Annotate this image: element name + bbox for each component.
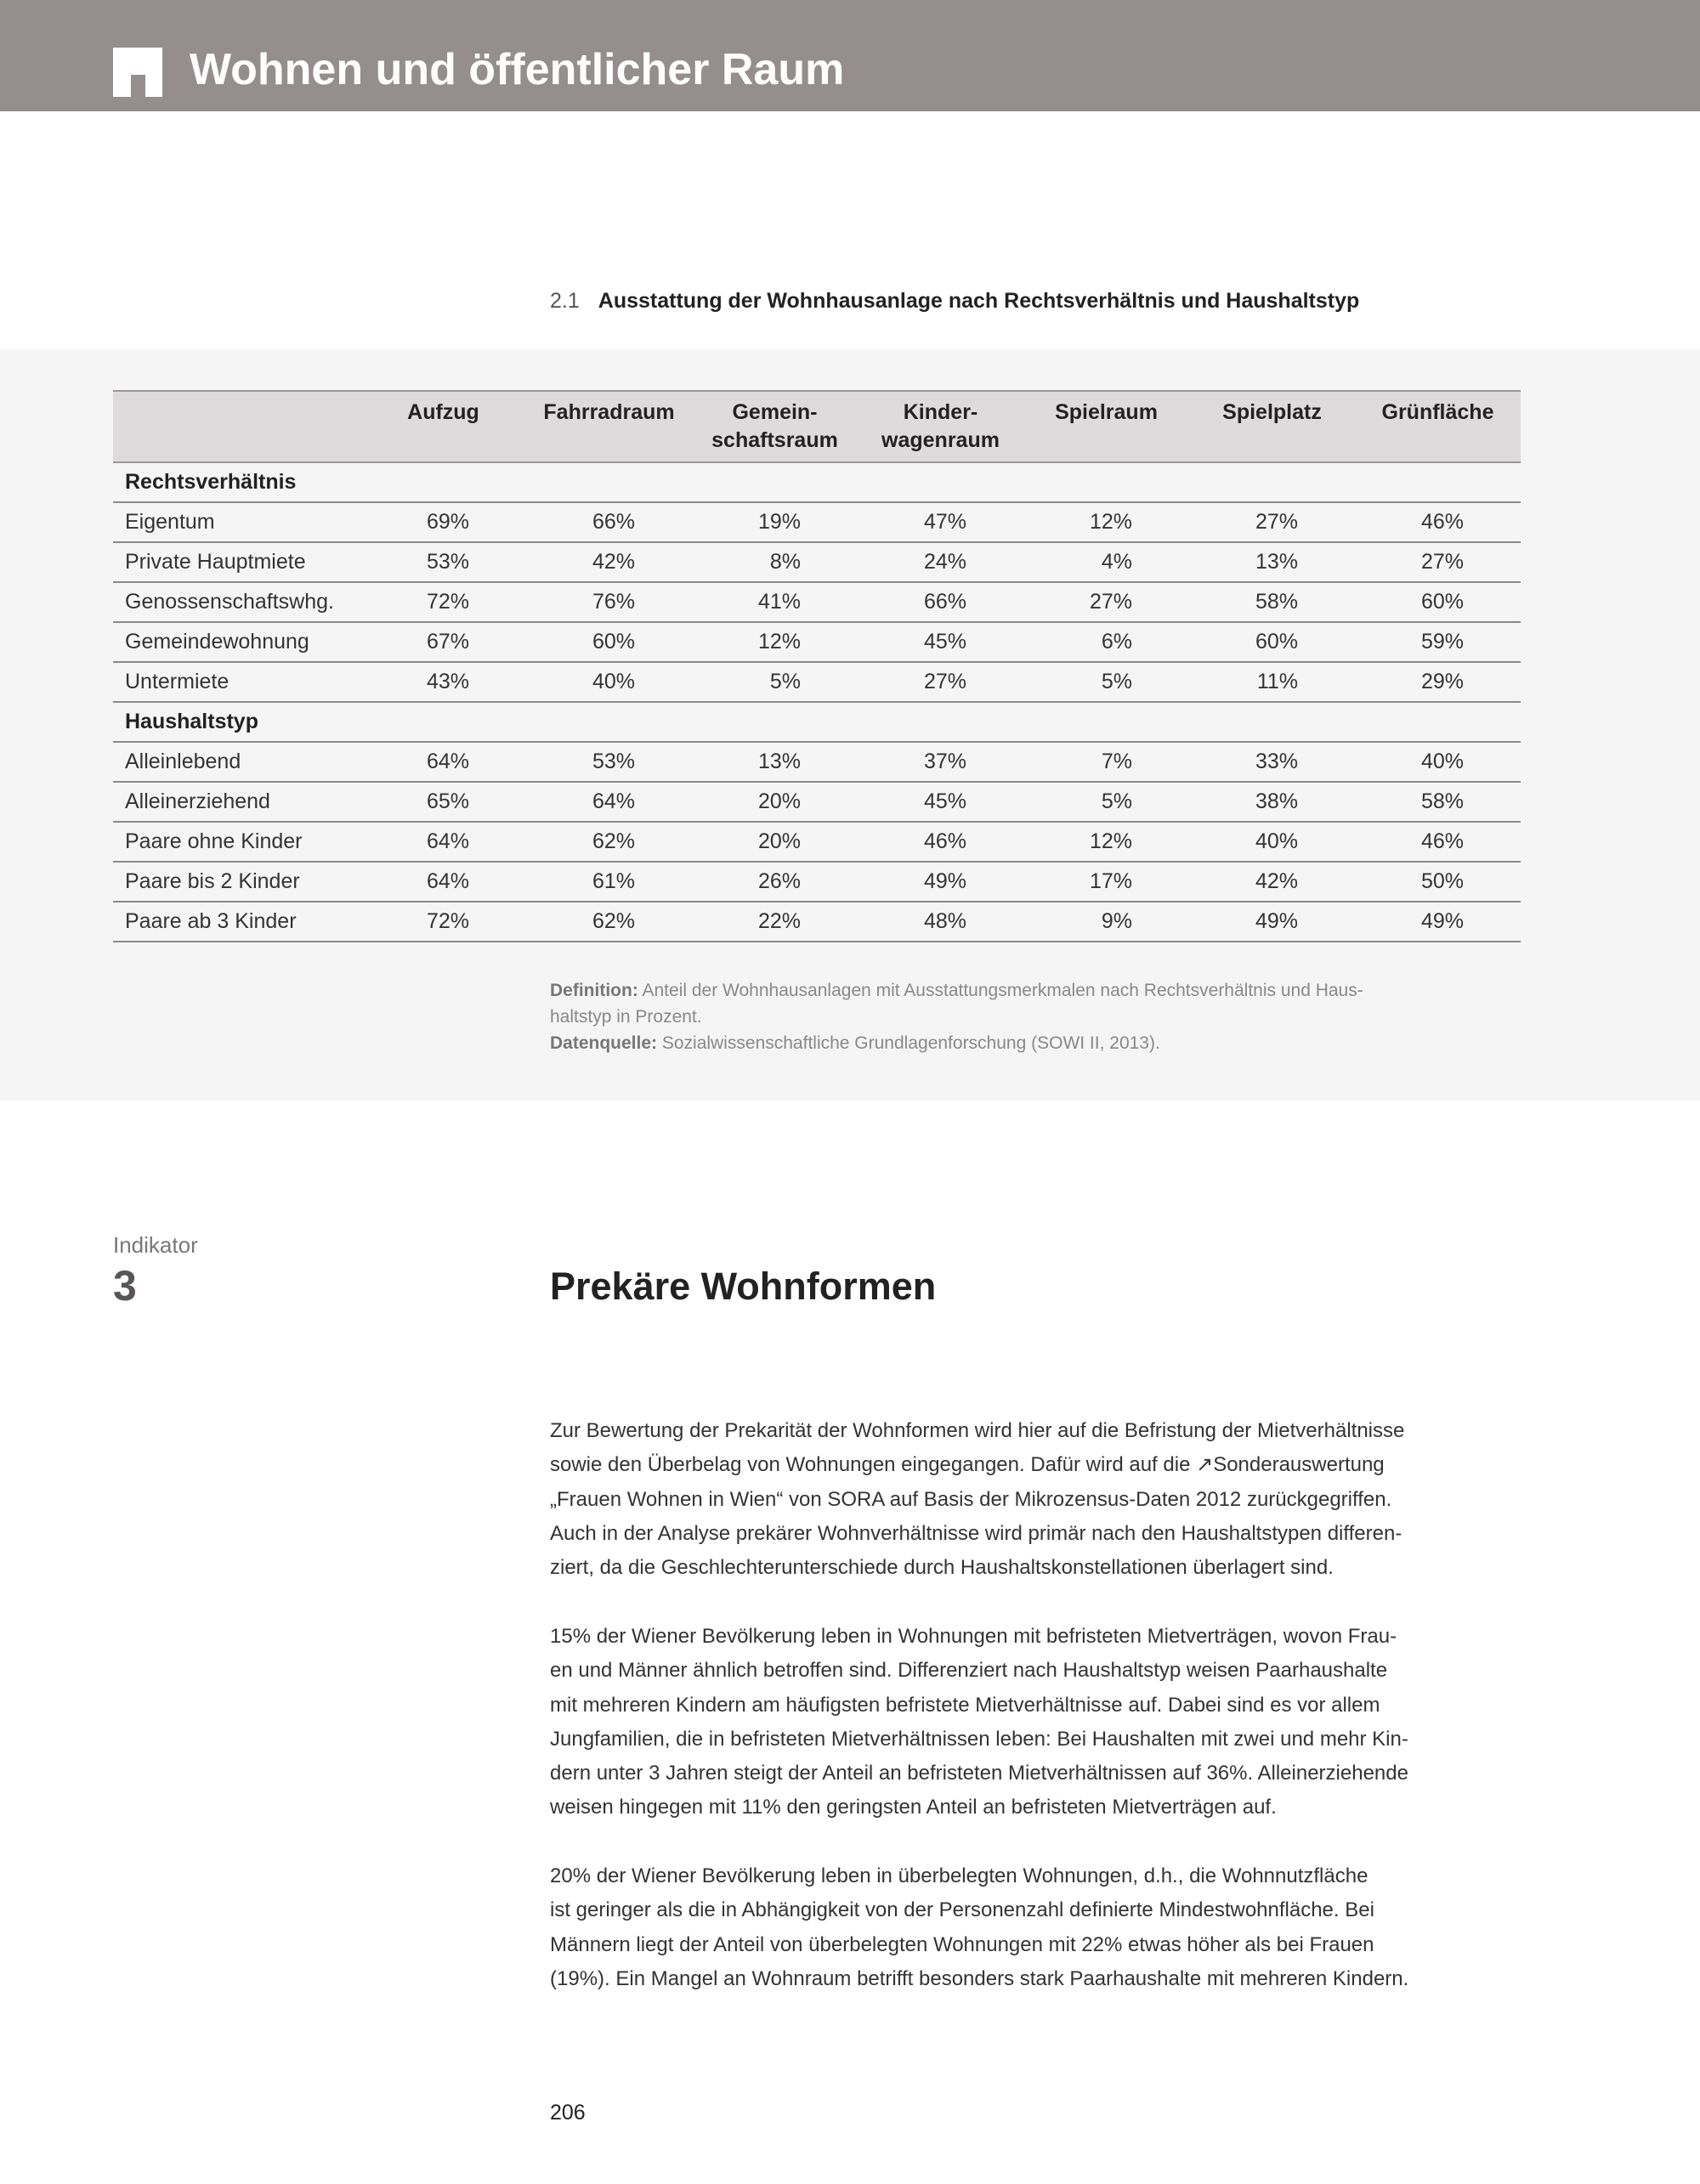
row-label: Eigentum xyxy=(113,502,360,542)
row-label: Paare ab 3 Kinder xyxy=(113,902,360,942)
table-cell: 7% xyxy=(1023,742,1189,782)
table-cell: 40% xyxy=(526,662,692,702)
chapter-logo-icon xyxy=(113,48,162,97)
paragraph-1 xyxy=(550,1414,1404,1585)
table-cell: 46% xyxy=(858,822,1023,862)
source-label: Datenquelle: xyxy=(550,1033,658,1053)
table-footnote xyxy=(550,977,1363,1056)
table-row xyxy=(113,542,1521,582)
row-label: Alleinlebend xyxy=(113,742,360,782)
table-cell: 53% xyxy=(360,542,526,582)
table-cell: 46% xyxy=(1355,822,1521,862)
column-header: Kinder- wagenraum xyxy=(858,391,1023,462)
data-table xyxy=(113,390,1521,942)
section-heading: Prekäre Wohnformen xyxy=(550,1265,937,1308)
table-cell: 61% xyxy=(526,862,692,902)
table-cell: 41% xyxy=(692,582,858,622)
table-cell: 66% xyxy=(526,502,692,542)
column-header: Fahrradraum xyxy=(526,391,692,462)
text-line: en und Männer ähnlich betroffen sind. Differenziert nach Haushaltstyp weisen Paarhaushalte xyxy=(550,1659,1388,1683)
table-cell: 64% xyxy=(360,862,526,902)
text-line: (19%). Ein Mangel an Wohnraum betrifft besonders stark Paarhaushalte mit mehreren Kindern. xyxy=(550,1966,1409,1990)
group-label: Rechtsverhältnis xyxy=(113,462,1521,502)
text-line: ist geringer als die in Abhängigkeit von der Personenzahl definierte Mindestwohnfläche. Bei xyxy=(550,1898,1374,1922)
paragraph-3 xyxy=(550,1859,1408,1996)
table-cell: 69% xyxy=(360,502,526,542)
table-cell: 5% xyxy=(692,662,858,702)
text-line: mit mehreren Kindern am häufigsten befristete Mietverhältnisse auf. Dabei sind es vor allem xyxy=(550,1693,1380,1717)
definition-label: Definition: xyxy=(550,981,638,1000)
table-cell: 27% xyxy=(1189,502,1355,542)
table-row xyxy=(113,582,1521,622)
indicator-number: 3 xyxy=(113,1262,137,1310)
table-row xyxy=(113,902,1521,942)
table-cell: 27% xyxy=(1023,582,1189,622)
row-label: Private Hauptmiete xyxy=(113,542,360,582)
table-cell: 40% xyxy=(1189,822,1355,862)
text-line: 20% der Wiener Bevölkerung leben in überbelegten Wohnungen, d.h., die Wohnnutzfläche xyxy=(550,1864,1368,1887)
column-header: Spielraum xyxy=(1023,391,1189,462)
chapter-title: Wohnen und öffentlicher Raum xyxy=(190,45,845,94)
table-cell: 59% xyxy=(1355,622,1521,662)
table-cell: 49% xyxy=(1189,902,1355,942)
table-cell: 45% xyxy=(858,622,1023,662)
text-line: Männern liegt der Anteil von überbelegten Wohnungen mit 22% etwas höher als bei Frauen xyxy=(550,1932,1374,1956)
table-cell: 49% xyxy=(1355,902,1521,942)
page-number: 206 xyxy=(550,2101,586,2125)
table-cell: 6% xyxy=(1023,622,1189,662)
table-cell: 13% xyxy=(1189,542,1355,582)
table-cell: 20% xyxy=(692,782,858,822)
table-cell: 49% xyxy=(858,862,1023,902)
group-label: Haushaltstyp xyxy=(113,702,1521,742)
text-line: ziert, da die Geschlechterunterschiede durch Haushaltskonstellationen überlagert sind. xyxy=(550,1556,1334,1580)
table-cell: 12% xyxy=(1023,502,1189,542)
table-cell: 8% xyxy=(692,542,858,582)
table-cell: 37% xyxy=(858,742,1023,782)
text-line: Jungfamilien, die in befristeten Mietverhältnissen leben: Bei Haushalten mit zwei und mehr Kin- xyxy=(550,1727,1408,1751)
table-number: 2.1 xyxy=(550,289,580,313)
text-line: Auch in der Analyse prekärer Wohnverhältnisse wird primär nach den Haushaltstypen differen- xyxy=(550,1521,1402,1545)
definition-text: Anteil der Wohnhausanlagen mit Ausstattungsmerkmalen nach Rechtsverhältnis und Haus- xyxy=(638,981,1363,1000)
table-cell: 58% xyxy=(1189,582,1355,622)
text-line: sowie den Überbelag von Wohnungen eingegangen. Dafür wird auf die xyxy=(550,1453,1197,1477)
text-line: dern unter 3 Jahren steigt der Anteil an befristeten Mietverhältnissen auf 36%. Alleinerziehende xyxy=(550,1762,1408,1785)
link-text: Sonderauswertung xyxy=(1213,1453,1385,1477)
table-cell: 62% xyxy=(526,902,692,942)
table-cell: 33% xyxy=(1189,742,1355,782)
source-text: Sozialwissenschaftliche Grundlagenforschung (SOWI II, 2013). xyxy=(657,1033,1160,1053)
table-cell: 5% xyxy=(1023,782,1189,822)
table-cell: 27% xyxy=(1355,542,1521,582)
table-cell: 47% xyxy=(858,502,1023,542)
table-cell: 60% xyxy=(526,622,692,662)
table-row xyxy=(113,782,1521,822)
table-cell: 9% xyxy=(1023,902,1189,942)
table-cell: 17% xyxy=(1023,862,1189,902)
column-header: Gemein- schaftsraum xyxy=(692,391,858,462)
table-cell: 76% xyxy=(526,582,692,622)
table-cell: 40% xyxy=(1355,742,1521,782)
table-cell: 45% xyxy=(858,782,1023,822)
row-label: Gemeindewohnung xyxy=(113,622,360,662)
table-cell: 29% xyxy=(1355,662,1521,702)
table-row xyxy=(113,622,1521,662)
table-cell: 11% xyxy=(1189,662,1355,702)
text-line: „Frauen Wohnen in Wien“ von SORA auf Basis der Mikrozensus-Daten 2012 zurückgegriffen. xyxy=(550,1487,1392,1511)
table-title: Ausstattung der Wohnhausanlage nach Rechtsverhältnis und Haushaltstyp xyxy=(598,289,1360,313)
table-row xyxy=(113,662,1521,702)
table-cell: 4% xyxy=(1023,542,1189,582)
table-cell: 64% xyxy=(526,782,692,822)
group-row xyxy=(113,702,1521,742)
row-label: Alleinerziehend xyxy=(113,782,360,822)
column-header: Grünfläche xyxy=(1355,391,1521,462)
row-label: Genossenschaftswhg. xyxy=(113,582,360,622)
table-cell: 64% xyxy=(360,742,526,782)
table-cell: 24% xyxy=(858,542,1023,582)
table-cell: 65% xyxy=(360,782,526,822)
table-cell: 20% xyxy=(692,822,858,862)
indicator-label: Indikator xyxy=(113,1232,198,1258)
table-cell: 13% xyxy=(692,742,858,782)
header-empty xyxy=(113,391,360,462)
table-cell: 53% xyxy=(526,742,692,782)
table-cell: 26% xyxy=(692,862,858,902)
table-cell: 72% xyxy=(360,582,526,622)
table-cell: 58% xyxy=(1355,782,1521,822)
column-header: Aufzug xyxy=(360,391,526,462)
text-line: 15% der Wiener Bevölkerung leben in Wohnungen mit befristeten Mietverträgen, wovon Frau- xyxy=(550,1625,1397,1648)
external-link-arrow-icon: ↗ xyxy=(1196,1453,1214,1477)
table-cell: 48% xyxy=(858,902,1023,942)
table-cell: 38% xyxy=(1189,782,1355,822)
table-cell: 66% xyxy=(858,582,1023,622)
table-cell: 5% xyxy=(1023,662,1189,702)
table-row xyxy=(113,822,1521,862)
table-cell: 12% xyxy=(1023,822,1189,862)
definition-text-cont: haltstyp in Prozent. xyxy=(550,1007,702,1027)
row-label: Paare ohne Kinder xyxy=(113,822,360,862)
table-row xyxy=(113,742,1521,782)
table-cell: 60% xyxy=(1189,622,1355,662)
table-cell: 27% xyxy=(858,662,1023,702)
table-cell: 72% xyxy=(360,902,526,942)
table-cell: 22% xyxy=(692,902,858,942)
table-cell: 19% xyxy=(692,502,858,542)
table-cell: 43% xyxy=(360,662,526,702)
chapter-header-bar xyxy=(0,0,1700,111)
table-cell: 12% xyxy=(692,622,858,662)
table-row xyxy=(113,502,1521,542)
table-cell: 42% xyxy=(526,542,692,582)
table-cell: 67% xyxy=(360,622,526,662)
table-caption xyxy=(550,287,1359,314)
text-line: weisen hingegen mit 11% den geringsten Anteil an befristeten Mietverträgen auf. xyxy=(550,1796,1277,1819)
paragraph-2 xyxy=(550,1620,1408,1825)
column-header: Spielplatz xyxy=(1189,391,1355,462)
row-label: Untermiete xyxy=(113,662,360,702)
table-cell: 62% xyxy=(526,822,692,862)
table-cell: 60% xyxy=(1355,582,1521,622)
sonderauswertung-link[interactable] xyxy=(1196,1453,1385,1476)
table-cell: 64% xyxy=(360,822,526,862)
text-line: Zur Bewertung der Prekarität der Wohnformen wird hier auf die Befristung der Mietverhältnisse xyxy=(550,1419,1405,1442)
table-cell: 42% xyxy=(1189,862,1355,902)
row-label: Paare bis 2 Kinder xyxy=(113,862,360,902)
table-header-row xyxy=(113,391,1521,462)
table-cell: 50% xyxy=(1355,862,1521,902)
table-cell: 46% xyxy=(1355,502,1521,542)
group-row xyxy=(113,462,1521,502)
table-row xyxy=(113,862,1521,902)
